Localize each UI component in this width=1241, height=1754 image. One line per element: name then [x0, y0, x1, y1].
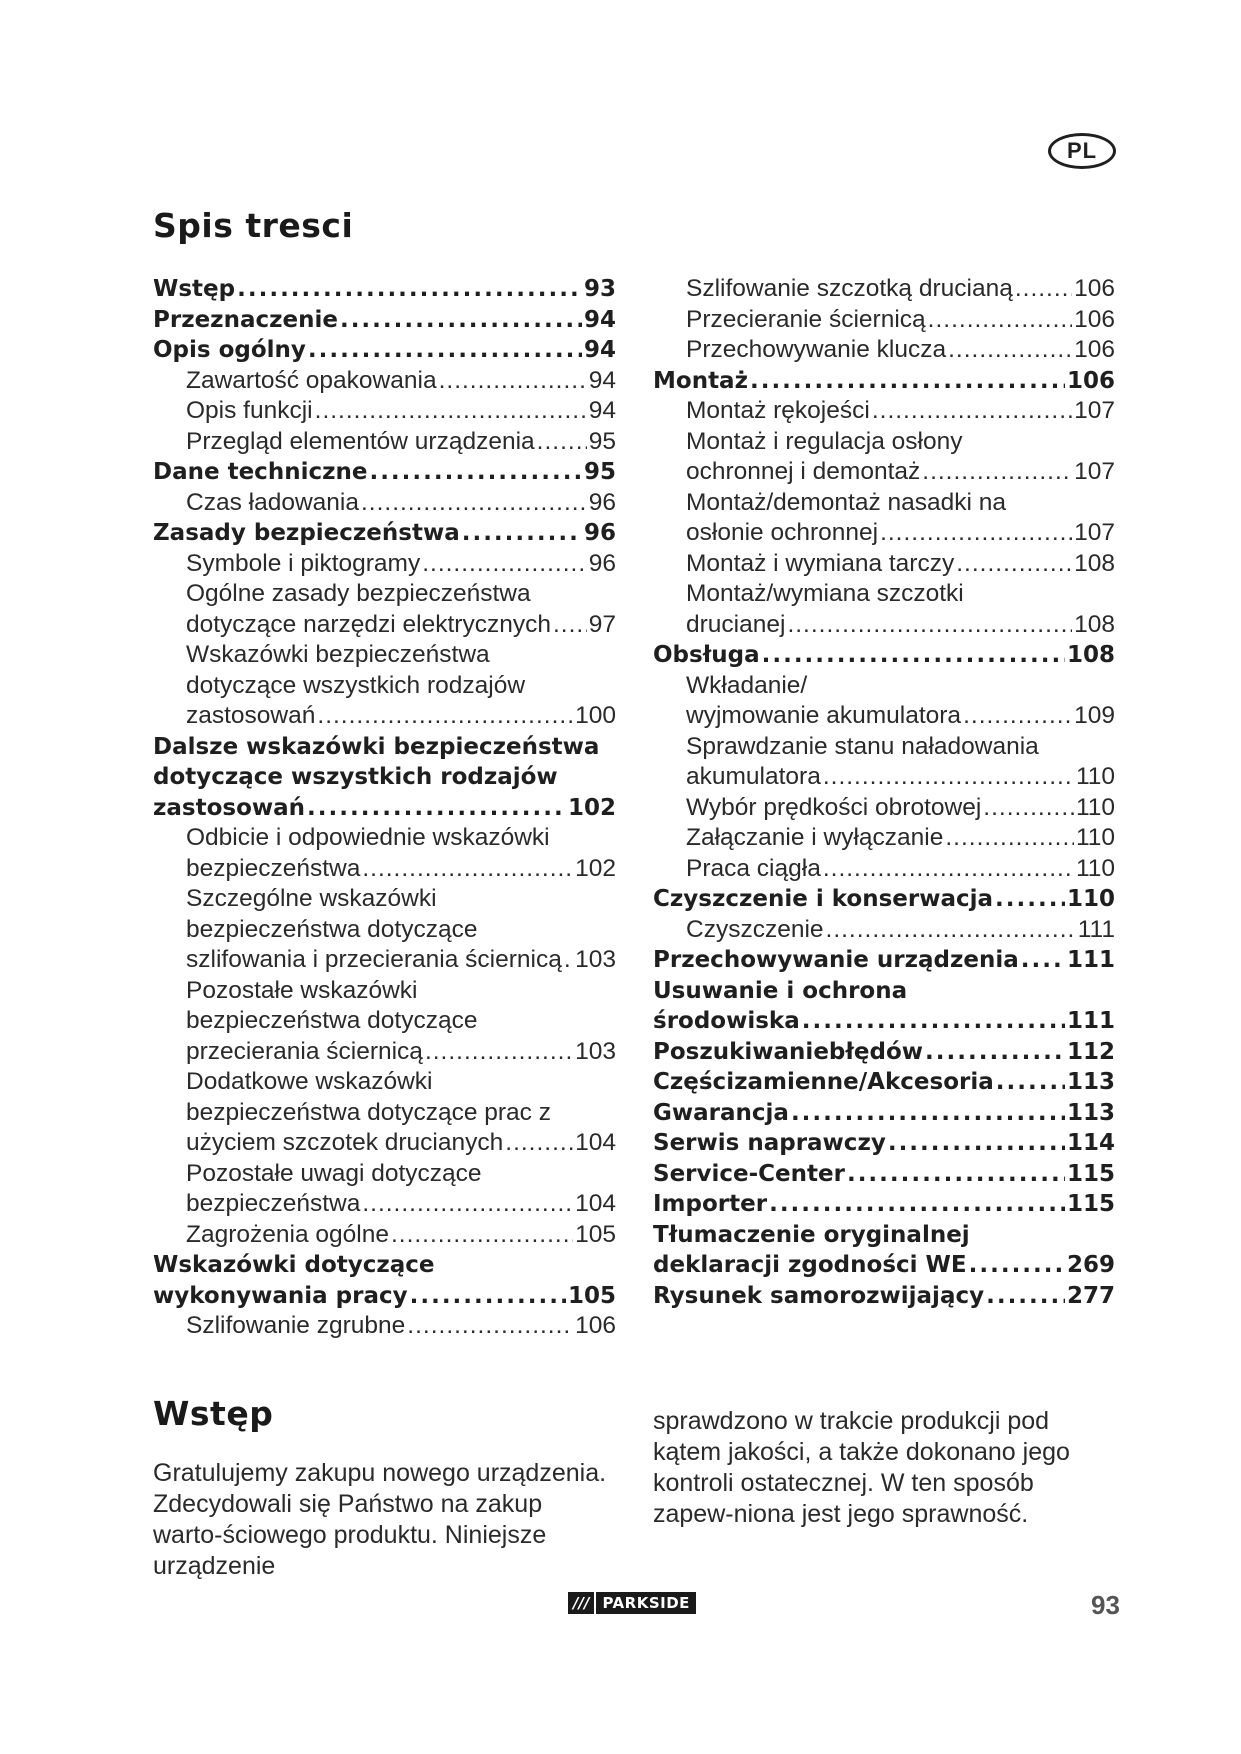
toc-entry — [653, 701, 1115, 732]
toc-entry-text: Przegląd elementów urządzenia — [186, 427, 535, 455]
toc-page-number: 94 — [588, 366, 616, 394]
toc-page-number: 110 — [1075, 824, 1115, 851]
toc-entry-text: Montaż/wymiana szczotki — [686, 580, 964, 607]
toc-leader-dots — [802, 1006, 1065, 1037]
toc-entry-text: przecierania ściernicą — [186, 1037, 423, 1065]
toc-leader-dots — [948, 335, 1072, 366]
toc-entry-text: Przecieranie ściernicą — [686, 305, 926, 333]
toc-page-number: 102 — [567, 794, 616, 821]
toc-entry — [653, 1098, 1115, 1129]
toc-entry — [153, 488, 616, 519]
toc-page-number: 95 — [588, 427, 616, 455]
toc-leader-dots — [362, 854, 573, 885]
toc-page-number: 105 — [575, 1220, 616, 1248]
toc-entry-text: Szlifowanie szczotką drucianą — [686, 275, 1013, 302]
toc-page-number: 111 — [1077, 915, 1115, 943]
toc-leader-dots — [787, 610, 1072, 641]
parkside-logo — [568, 1592, 696, 1614]
toc-entry-text: Zagrożenia ogólne — [186, 1220, 389, 1248]
toc-entry-text: Zasady bezpieczeństwa — [153, 520, 460, 546]
toc-entry — [653, 671, 1115, 702]
toc-entry-text: Wkładanie/ — [686, 671, 808, 699]
toc-entry-text: bezpieczeństwa — [186, 854, 361, 882]
toc-entry-text: Importer — [653, 1191, 768, 1217]
toc-entry — [153, 610, 616, 641]
toc-page-number: 103 — [575, 946, 616, 973]
logo-slashes: /// — [568, 1592, 594, 1614]
toc-entry-text: Serwis naprawczy — [653, 1130, 886, 1156]
toc-entry — [653, 549, 1115, 580]
toc-entry-text: Pozostałe wskazówki — [186, 976, 418, 1004]
toc-entry — [653, 1006, 1115, 1037]
toc-entry-text: Montaż rękojeści — [686, 397, 870, 424]
toc-leader-dots — [847, 1159, 1065, 1190]
toc-entry — [153, 976, 616, 1007]
toc-page-number: 113 — [1066, 1069, 1115, 1095]
toc-leader-dots — [422, 549, 587, 580]
toc-entry — [153, 1220, 616, 1251]
toc-entry-text: Montaż i regulacja osłony — [686, 427, 963, 455]
toc-entry — [153, 1250, 616, 1281]
toc-entry-text: Zawartość opakowania — [186, 366, 437, 394]
toc-entry — [653, 396, 1115, 427]
toc-leader-dots — [925, 1037, 1065, 1068]
toc-leader-dots — [928, 305, 1072, 336]
toc-entry-text: Obsługa — [653, 642, 760, 668]
toc-entry — [653, 1250, 1115, 1281]
toc-entry — [653, 488, 1115, 519]
toc-entry-text: Montaż i wymiana tarczy — [686, 549, 955, 577]
toc-entry-text: Tłumaczenie oryginalnej — [653, 1221, 970, 1248]
toc-entry — [153, 274, 616, 305]
toc-page-number: 115 — [1066, 1160, 1115, 1187]
toc-entry — [153, 457, 616, 488]
toc-leader-dots — [983, 793, 1074, 824]
toc-leader-dots — [317, 701, 573, 732]
language-badge: PL — [1048, 133, 1116, 169]
toc-entry-text: osłonie ochronnej — [686, 519, 879, 546]
toc-entry-text: zastosowań — [153, 794, 306, 821]
toc-entry — [653, 610, 1115, 641]
toc-entry-text: Czyszczenie — [686, 915, 824, 943]
toc-entry — [653, 945, 1115, 976]
toc-entry — [153, 1281, 616, 1312]
toc-page-number: 109 — [1074, 702, 1115, 729]
toc-leader-dots — [237, 274, 582, 305]
toc-page-number: 108 — [1074, 610, 1115, 638]
toc-entry-text: bezpieczeństwa dotyczące prac z — [186, 1098, 551, 1126]
toc-leader-dots — [791, 1098, 1065, 1129]
toc-page-number: 107 — [1074, 458, 1115, 485]
toc-entry — [653, 762, 1115, 793]
toc-entry — [153, 366, 616, 397]
toc-leader-dots — [880, 518, 1072, 549]
toc-page-number: 100 — [575, 702, 616, 729]
toc-page-number: 110 — [1075, 763, 1115, 790]
toc-entry-text: wykonywania pracy — [153, 1282, 408, 1309]
toc-entry-text: Częścizamienne/Akcesoria — [653, 1069, 994, 1095]
page-number: 93 — [1091, 1590, 1120, 1620]
toc-leader-dots — [362, 1189, 573, 1220]
toc-entry — [153, 732, 616, 763]
toc-page-number: 113 — [1066, 1099, 1115, 1126]
toc-leader-dots — [553, 610, 587, 641]
toc-leader-dots — [1021, 945, 1065, 976]
toc-page-number: 115 — [1066, 1191, 1115, 1217]
toc-page-number: 112 — [1066, 1038, 1115, 1065]
toc-entry — [153, 762, 616, 793]
toc-entry — [653, 1281, 1115, 1312]
toc-entry-text: Wybór prędkości obrotowej — [686, 793, 982, 821]
toc-entry — [653, 457, 1115, 488]
toc-page-number: 110 — [1066, 886, 1115, 912]
toc-leader-dots — [945, 823, 1074, 854]
toc-page-number: 114 — [1066, 1130, 1115, 1156]
toc-entry-text: Czyszczenie i konserwacja — [653, 886, 994, 912]
toc-entry — [653, 854, 1115, 885]
toc-entry — [153, 640, 616, 671]
toc-page-number: 107 — [1074, 397, 1115, 424]
toc-entry-text: użyciem szczotek drucianych — [186, 1129, 504, 1156]
toc-entry-text: Przechowywanie klucza — [686, 336, 947, 363]
toc-entry-text: Czas ładowania — [186, 488, 359, 516]
toc-page-number: 106 — [1066, 367, 1115, 394]
toc-leader-dots — [315, 396, 587, 427]
toc-entry-text: akumulatora — [686, 763, 821, 790]
toc-entry — [653, 305, 1115, 336]
toc-entry-text: Montaż/demontaż nasadki na — [686, 488, 1007, 516]
toc-page-number: 97 — [588, 610, 616, 638]
toc-entry — [153, 396, 616, 427]
toc-entry-text: Wskazówki dotyczące — [153, 1252, 435, 1278]
toc-entry-text: Symbole i piktogramy — [186, 549, 421, 577]
toc-entry-text: Dodatkowe wskazówki — [186, 1068, 433, 1095]
toc-leader-dots — [505, 1128, 573, 1159]
toc-entry-text: Przeznaczenie — [153, 306, 338, 333]
toc-leader-dots — [425, 1037, 573, 1068]
toc-entry — [153, 1311, 616, 1342]
toc-leader-dots — [995, 884, 1065, 915]
toc-entry — [153, 1006, 616, 1037]
toc-entry — [653, 640, 1115, 671]
toc-entry — [153, 915, 616, 946]
toc-entry-text: Wskazówki bezpieczeństwa — [186, 641, 490, 668]
toc-page-number: 106 — [1074, 275, 1115, 302]
toc-entry — [653, 335, 1115, 366]
toc-entry — [653, 427, 1115, 458]
toc-entry — [653, 793, 1115, 824]
intro-text-right: sprawdzono w trakcie produkcji pod kątem jakości, a także dokonano jego kontroli ostatecznej. W ten sposób zapew-niona jest jego sprawność. — [653, 1407, 1070, 1528]
toc-page-number: 94 — [583, 306, 616, 333]
intro-title: Wstęp — [153, 1394, 274, 1433]
toc-entry — [153, 793, 616, 824]
toc-entry-text: Ogólne zasady bezpieczeństwa — [186, 580, 531, 607]
toc-entry — [153, 518, 616, 549]
toc-leader-dots — [762, 640, 1065, 671]
toc-page-number: 110 — [1075, 854, 1115, 882]
toc-entry-text: drucianej — [686, 610, 786, 638]
toc-entry — [153, 701, 616, 732]
toc-entry-text: Załączanie i wyłączanie — [686, 824, 944, 851]
toc-entry — [653, 1037, 1115, 1068]
toc-page-number: 94 — [588, 397, 616, 424]
toc-entry — [653, 274, 1115, 305]
toc-entry-text: ochronnej i demontaż — [686, 458, 921, 485]
toc-page-number: 106 — [575, 1312, 616, 1339]
toc-leader-dots — [963, 701, 1072, 732]
toc-leader-dots — [969, 1250, 1065, 1281]
toc-leader-dots — [888, 1128, 1065, 1159]
toc-entry-text: Opis funkcji — [186, 397, 313, 424]
toc-leader-dots — [750, 366, 1065, 397]
toc-leader-dots — [340, 305, 582, 336]
toc-entry-text: Pozostałe uwagi dotyczące — [186, 1159, 482, 1187]
toc-entry — [153, 1189, 616, 1220]
toc-entry-text: Dalsze wskazówki bezpieczeństwa — [153, 733, 600, 760]
toc-entry-text: dotyczące narzędzi elektrycznych — [186, 610, 551, 638]
toc-entry-text: Opis ogólny — [153, 337, 306, 363]
toc-leader-dots — [823, 854, 1074, 885]
toc-entry — [653, 884, 1115, 915]
toc-entry — [153, 1098, 616, 1129]
toc-entry — [153, 549, 616, 580]
toc-entry — [153, 671, 616, 702]
toc-page-number: 93 — [583, 276, 616, 302]
toc-entry-text: szlifowania i przecierania ściernicą — [186, 946, 562, 973]
toc-entry — [153, 335, 616, 366]
toc-entry-text: Service-Center — [653, 1160, 845, 1187]
toc-entry — [153, 854, 616, 885]
toc-leader-dots — [986, 1281, 1065, 1312]
toc-entry — [653, 1220, 1115, 1251]
toc-entry-text: Montaż — [653, 367, 748, 394]
toc-entry-text: Wstęp — [153, 276, 236, 302]
toc-entry-text: bezpieczeństwa dotyczące — [186, 915, 478, 943]
toc-entry-text: Sprawdzanie stanu naładowania — [686, 732, 1039, 760]
toc-page-number: 96 — [583, 520, 616, 546]
toc-leader-dots — [391, 1220, 573, 1251]
toc-leader-dots — [308, 335, 582, 366]
toc-entry — [653, 366, 1115, 397]
toc-entry-text: Gwarancja — [653, 1099, 789, 1126]
toc-page-number: 94 — [583, 337, 616, 363]
toc-page-number: 104 — [575, 1190, 616, 1217]
toc-page-number: 103 — [575, 1037, 616, 1065]
toc-leader-dots — [410, 1281, 566, 1312]
toc-leader-dots — [564, 945, 573, 976]
toc-page-number: 110 — [1075, 793, 1115, 821]
toc-leader-dots — [1015, 274, 1072, 305]
toc-entry-text: Odbicie i odpowiednie wskazówki — [186, 824, 550, 851]
toc-entry-text: środowiska — [653, 1008, 800, 1034]
toc-entry — [153, 1037, 616, 1068]
toc-page-number: 269 — [1066, 1252, 1115, 1278]
toc-entry-text: Dane techniczne — [153, 459, 368, 485]
toc-entry-text: zastosowań — [186, 702, 316, 729]
toc-page-number: 96 — [588, 488, 616, 516]
toc-leader-dots — [361, 488, 587, 519]
toc-entry — [653, 915, 1115, 946]
toc-page-number: 107 — [1074, 519, 1115, 546]
toc-leader-dots — [439, 366, 587, 397]
toc-leader-dots — [769, 1189, 1065, 1220]
toc-entry — [153, 884, 616, 915]
toc-leader-dots — [826, 915, 1076, 946]
toc-page-number: 108 — [1074, 549, 1115, 577]
toc-leader-dots — [872, 396, 1072, 427]
toc-entry-text: Szczególne wskazówki — [186, 885, 437, 912]
toc-entry — [153, 1067, 616, 1098]
toc-entry-text: Usuwanie i ochrona — [653, 977, 908, 1004]
toc-leader-dots — [537, 427, 587, 458]
toc-leader-dots — [823, 762, 1074, 793]
toc-entry-text: Rysunek samorozwijający — [653, 1282, 985, 1309]
toc-page-number: 102 — [575, 854, 616, 882]
toc-page-number: 111 — [1066, 1008, 1115, 1034]
toc-entry — [653, 823, 1115, 854]
toc-leader-dots — [996, 1067, 1065, 1098]
toc-title: Spis tresci — [153, 206, 354, 245]
toc-entry — [653, 976, 1115, 1007]
toc-entry-text: Szlifowanie zgrubne — [186, 1312, 406, 1339]
toc-entry — [153, 1128, 616, 1159]
toc-page-number: 95 — [583, 459, 616, 485]
toc-entry-text: Praca ciągła — [686, 854, 821, 882]
toc-page-number: 106 — [1074, 305, 1115, 333]
toc-page-number: 108 — [1066, 642, 1115, 668]
toc-leader-dots — [922, 457, 1072, 488]
toc-leader-dots — [307, 793, 566, 824]
toc-entry — [653, 1128, 1115, 1159]
toc-entry — [653, 518, 1115, 549]
toc-entry — [153, 305, 616, 336]
toc-entry — [653, 1159, 1115, 1190]
toc-right-column — [653, 274, 1115, 1311]
toc-entry — [153, 823, 616, 854]
toc-entry-text: wyjmowanie akumulatora — [686, 702, 962, 729]
toc-entry — [653, 1189, 1115, 1220]
toc-entry-text: dotyczące wszystkich rodzajów — [153, 764, 558, 790]
toc-page-number: 277 — [1066, 1282, 1115, 1309]
toc-leader-dots — [369, 457, 582, 488]
toc-entry-text: dotyczące wszystkich rodzajów — [186, 671, 526, 699]
toc-page-number: 105 — [567, 1282, 616, 1309]
toc-left-column — [153, 274, 616, 1342]
toc-entry — [153, 579, 616, 610]
intro-text-left: Gratulujemy zakupu nowego urządzenia. Zdecydowali się Państwo na zakup warto-ściowego produktu. Niniejsze urządzenie — [153, 1459, 607, 1580]
toc-entry-text: bezpieczeństwa — [186, 1190, 361, 1217]
toc-entry-text: bezpieczeństwa dotyczące — [186, 1007, 478, 1034]
toc-leader-dots — [462, 518, 582, 549]
toc-leader-dots — [407, 1311, 573, 1342]
toc-entry-text: Przechowywanie urządzenia — [653, 947, 1019, 973]
toc-entry-text: Poszukiwaniebłędów — [653, 1038, 924, 1065]
toc-leader-dots — [956, 549, 1072, 580]
toc-page-number: 111 — [1066, 947, 1115, 973]
toc-entry — [153, 945, 616, 976]
toc-page-number: 96 — [588, 549, 616, 577]
toc-page-number: 106 — [1074, 336, 1115, 363]
toc-entry-text: deklaracji zgodności WE — [653, 1252, 967, 1278]
toc-entry — [153, 1159, 616, 1190]
logo-name: PARKSIDE — [594, 1592, 695, 1614]
toc-entry — [153, 427, 616, 458]
toc-page-number: 104 — [575, 1129, 616, 1156]
toc-entry — [653, 732, 1115, 763]
toc-entry — [653, 1067, 1115, 1098]
toc-entry — [653, 579, 1115, 610]
